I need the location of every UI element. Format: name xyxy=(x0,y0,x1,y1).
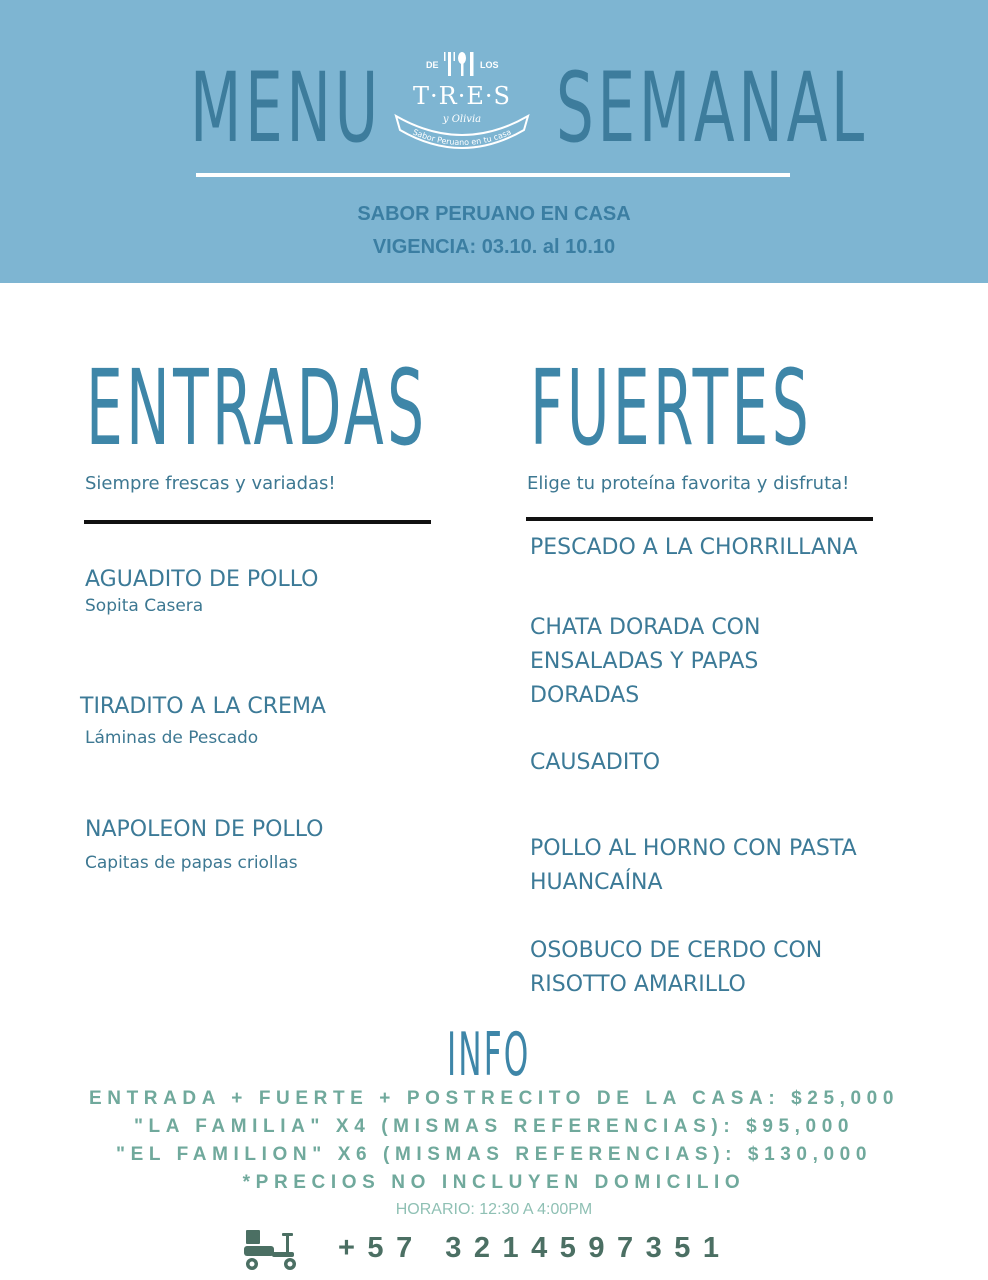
entrada-desc: Capitas de papas criollas xyxy=(85,853,298,873)
price-line: "LA FAMILIA" X4 (MISMAS REFERENCIAS): $95,000 xyxy=(133,1116,855,1137)
fuertes-title: FUERTES xyxy=(530,347,813,469)
logo-ribbon: Sabor Peruano en tu casa xyxy=(411,127,513,148)
entrada-name: AGUADITO DE POLLO xyxy=(85,567,319,592)
fuerte-item: CAUSADITO xyxy=(530,750,661,775)
entradas-divider xyxy=(84,520,431,524)
entrada-name: NAPOLEON DE POLLO xyxy=(85,817,324,842)
validity-dates: VIGENCIA: 03.10. al 10.10 xyxy=(372,236,616,258)
fuerte-item: CHATA DORADA CON ENSALADAS Y PAPAS DORADAS xyxy=(530,615,761,708)
header-divider xyxy=(196,173,790,177)
entrada-desc: Sopita Casera xyxy=(85,596,204,616)
entradas-title: ENTRADAS xyxy=(86,347,428,469)
fuertes-divider xyxy=(526,517,873,521)
delivery-scooter-icon xyxy=(242,1228,304,1274)
logo-de: DE xyxy=(426,60,439,70)
logo-los: LOS xyxy=(480,60,499,70)
entrada-desc: Láminas de Pescado xyxy=(85,728,259,748)
entrada-name: TIRADITO A LA CREMA xyxy=(80,694,326,719)
semanal-title: SEMANAL xyxy=(556,52,868,164)
fuerte-item: OSOBUCO DE CERDO CON RISOTTO AMARILLO xyxy=(530,938,823,997)
restaurant-logo xyxy=(392,44,532,162)
info-title: INFO xyxy=(447,1020,531,1090)
price-line: "EL FAMILION" X6 (MISMAS REFERENCIAS): $130,000 xyxy=(116,1144,872,1165)
fuerte-item: POLLO AL HORNO CON PASTA HUANCAÍNA xyxy=(530,836,857,895)
price-line: ENTRADA + FUERTE + POSTRECITO DE LA CASA: $25,000 xyxy=(88,1088,900,1109)
fuerte-item: PESCADO A LA CHORRILLANA xyxy=(530,535,858,560)
menu-title: MENU xyxy=(190,52,382,164)
entradas-subtitle: Siempre frescas y variadas! xyxy=(85,473,336,494)
header-banner xyxy=(0,0,988,283)
price-note: *PRECIOS NO INCLUYEN DOMICILIO xyxy=(242,1172,746,1193)
header-subtitle: SABOR PERUANO EN CASA xyxy=(357,203,631,225)
fuertes-subtitle: Elige tu proteína favorita y disfruta! xyxy=(527,473,850,494)
schedule: HORARIO: 12:30 A 4:00PM xyxy=(395,1201,593,1218)
logo-name: T·R·E·S xyxy=(413,82,511,110)
phone-number[interactable]: +57 3214597351 xyxy=(338,1232,732,1264)
logo-script: y Olivia xyxy=(442,114,482,125)
